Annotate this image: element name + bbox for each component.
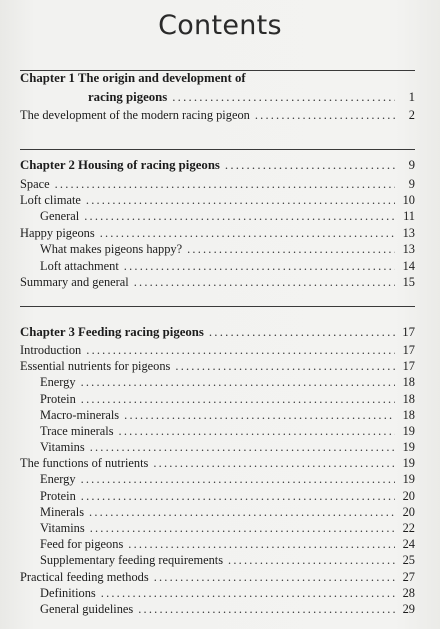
toc-page-number: 28 [402, 586, 415, 600]
toc-entry[interactable] [20, 407, 415, 424]
toc-chapter-heading[interactable] [20, 70, 415, 87]
toc-page-number: 2 [408, 108, 415, 122]
dot-leader [124, 407, 395, 424]
toc-entry-label: Essential nutrients for pigeons [20, 359, 171, 373]
toc-entry-label: Chapter 2 Housing of racing pigeons [20, 158, 220, 172]
toc-entry[interactable] [20, 504, 415, 521]
toc-entry[interactable] [20, 552, 415, 569]
dot-leader [90, 520, 395, 537]
toc-entry-label: The functions of nutrients [20, 456, 149, 470]
toc-entry-label: General [40, 209, 80, 223]
toc-entry-label: Trace minerals [40, 424, 114, 438]
dot-leader [55, 176, 395, 193]
toc-entry[interactable] [20, 176, 415, 193]
toc-page-number: 1 [408, 90, 415, 104]
dot-leader [86, 342, 395, 359]
toc-page-number: 20 [402, 489, 415, 503]
toc-entry-label: Chapter 1 The origin and development of [20, 71, 246, 85]
page-title: Contents [158, 10, 282, 41]
toc-entry[interactable] [20, 258, 415, 275]
toc-entry[interactable] [20, 471, 415, 488]
toc-entry[interactable] [20, 423, 415, 440]
toc-page-number: 18 [402, 408, 415, 422]
toc-entry-label: Vitamins [40, 440, 85, 454]
toc-entry-label: Definitions [40, 586, 96, 600]
dot-leader [153, 455, 395, 472]
toc-entry-label: Practical feeding methods [20, 570, 149, 584]
toc-entry[interactable] [20, 520, 415, 537]
dot-leader [134, 274, 395, 291]
toc-page-number: 9 [408, 158, 415, 172]
toc-entry[interactable] [20, 585, 415, 602]
divider-rule [20, 306, 415, 307]
toc-entry[interactable] [20, 391, 415, 408]
toc-entry[interactable] [20, 488, 415, 505]
dot-leader [154, 569, 395, 586]
toc-entry[interactable] [20, 358, 415, 375]
toc-entry-label: Space [20, 177, 50, 191]
toc-entry[interactable] [20, 569, 415, 586]
toc-page-number: 27 [402, 570, 415, 584]
toc-page-number: 13 [402, 226, 415, 240]
toc-page-number: 17 [402, 325, 415, 339]
dot-leader [81, 391, 395, 408]
toc-chapter-heading[interactable] [20, 157, 415, 174]
toc-entry-label: Protein [40, 392, 76, 406]
dot-leader [100, 225, 395, 242]
toc-chapter-heading[interactable] [20, 89, 415, 106]
toc-entry-label: Protein [40, 489, 76, 503]
toc-page-number: 20 [402, 505, 415, 519]
dot-leader [89, 504, 395, 521]
dot-leader [81, 488, 395, 505]
toc-entry-label: Happy pigeons [20, 226, 95, 240]
toc-page-number: 18 [402, 392, 415, 406]
dot-leader [81, 374, 395, 391]
toc-entry-label: Minerals [40, 505, 85, 519]
toc-entry[interactable] [20, 241, 415, 258]
toc-page-number: 22 [402, 521, 415, 535]
dot-leader [81, 471, 395, 488]
toc-page-number: 19 [402, 472, 415, 486]
dot-leader [119, 423, 395, 440]
toc-entry[interactable] [20, 536, 415, 553]
toc-entry-label: Chapter 3 Feeding racing pigeons [20, 325, 204, 339]
toc-entry[interactable] [20, 455, 415, 472]
dot-leader [128, 536, 395, 553]
toc-entry[interactable] [20, 342, 415, 359]
dot-leader [228, 552, 395, 569]
toc-entry-label: Energy [40, 375, 76, 389]
toc-entry-label: Summary and general [20, 275, 129, 289]
toc-entry-label: What makes pigeons happy? [40, 242, 183, 256]
toc-page-number: 14 [402, 259, 415, 273]
toc-entry-label: Energy [40, 472, 76, 486]
toc-chapter-heading[interactable] [20, 324, 415, 341]
toc-page-number: 24 [402, 537, 415, 551]
dot-leader [124, 258, 395, 275]
dot-leader [172, 89, 395, 106]
toc-entry-label: Introduction [20, 343, 82, 357]
toc-entry[interactable] [20, 107, 415, 124]
toc-entry-label: Loft attachment [40, 259, 119, 273]
dot-leader [90, 439, 395, 456]
toc-page-number: 19 [402, 440, 415, 454]
toc-page-number: 19 [402, 424, 415, 438]
toc-entry[interactable] [20, 601, 415, 618]
toc-page-number: 17 [402, 343, 415, 357]
toc-entry[interactable] [20, 225, 415, 242]
dot-leader [86, 192, 395, 209]
dot-leader [84, 208, 395, 225]
toc-entry[interactable] [20, 208, 415, 225]
toc-page-number: 15 [402, 275, 415, 289]
toc-entry-label: Loft climate [20, 193, 81, 207]
toc-entry[interactable] [20, 439, 415, 456]
toc-page-number: 9 [408, 177, 415, 191]
dot-leader [175, 358, 395, 375]
divider-rule [20, 149, 415, 150]
toc-page-number: 29 [402, 602, 415, 616]
dot-leader [255, 107, 395, 124]
toc-page-number: 13 [402, 242, 415, 256]
toc-entry-label: Macro-minerals [40, 408, 120, 422]
toc-entry-label: The development of the modern racing pigeon [20, 108, 250, 122]
dot-leader [101, 585, 395, 602]
toc-entry[interactable] [20, 374, 415, 391]
dot-leader [187, 241, 395, 258]
dot-leader [225, 157, 395, 174]
toc-page-number: 17 [402, 359, 415, 373]
toc-entry-label: racing pigeons [88, 90, 168, 104]
toc-entry-label: Supplementary feeding requirements [40, 553, 224, 567]
toc-page-number: 10 [402, 193, 415, 207]
toc-page-number: 25 [402, 553, 415, 567]
toc-entry[interactable] [20, 192, 415, 209]
toc-entry[interactable] [20, 274, 415, 291]
dot-leader [209, 324, 395, 341]
toc-page-number: 19 [402, 456, 415, 470]
toc-entry-label: General guidelines [40, 602, 134, 616]
toc-page-number: 18 [402, 375, 415, 389]
dot-leader [138, 601, 395, 618]
toc-page-number: 11 [403, 209, 415, 223]
toc-entry-label: Feed for pigeons [40, 537, 124, 551]
toc-entry-label: Vitamins [40, 521, 85, 535]
